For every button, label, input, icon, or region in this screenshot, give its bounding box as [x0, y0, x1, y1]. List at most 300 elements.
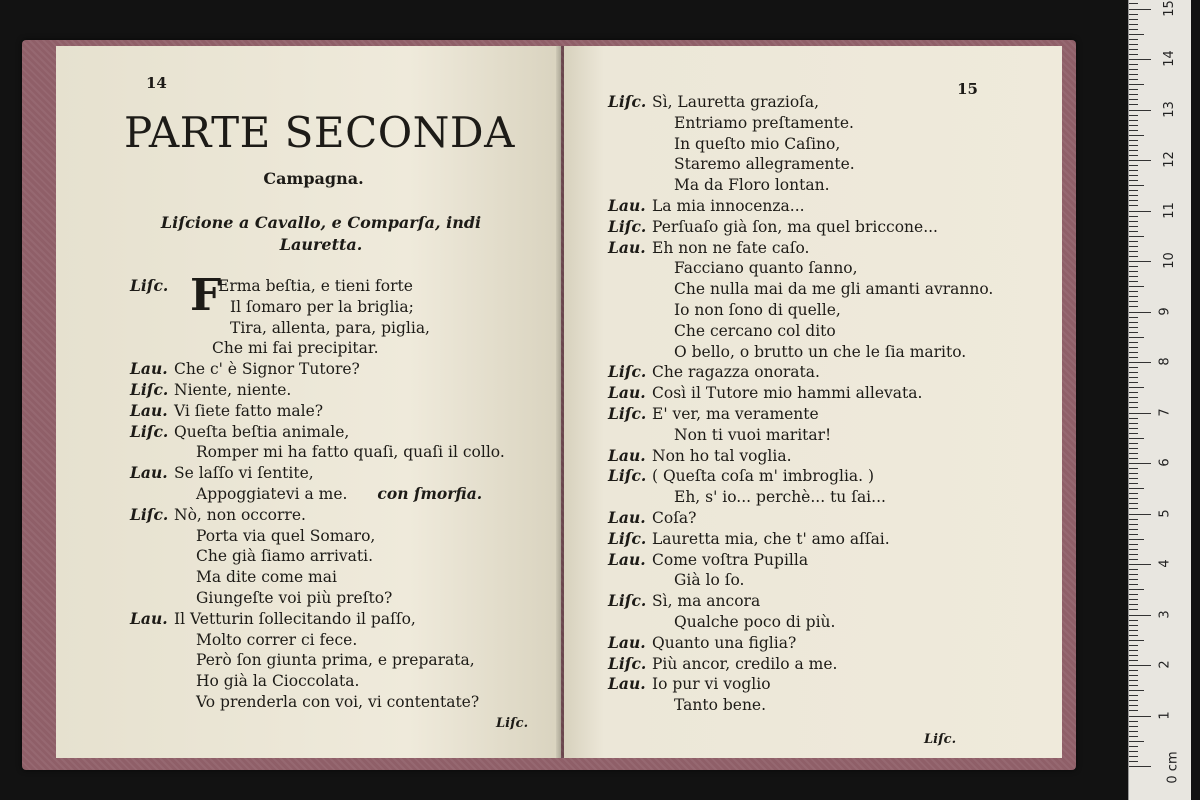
ruler-tick: [1129, 478, 1138, 479]
ruler-label: 14: [1161, 50, 1177, 67]
ruler-tick: [1129, 74, 1138, 75]
ruler-tick: [1129, 721, 1138, 722]
verse-line: [608, 217, 1048, 238]
line-text: La mia innocenza...: [652, 196, 805, 215]
ruler-tick: [1129, 402, 1138, 403]
ruler-tick: [1129, 660, 1138, 661]
line-text: Facciano quanto ſanno,: [674, 259, 858, 278]
ruler-label: 5: [1157, 508, 1173, 518]
speaker-label: Liſc.: [608, 528, 647, 548]
ruler-tick: [1129, 539, 1144, 540]
ruler-tick: [1129, 630, 1138, 631]
ruler-tick: [1129, 362, 1151, 363]
speaker-label: Lau.: [608, 549, 646, 569]
speaker-label: Liſc.: [608, 466, 647, 486]
verse-line: [130, 380, 550, 401]
ruler-tick: [1129, 291, 1138, 292]
ruler-label: 8: [1157, 357, 1173, 366]
ruler-tick: [1129, 89, 1138, 90]
stage-direction-line: Liſcione a Cavallo, e Comparſa, indi: [160, 213, 482, 232]
ruler-tick: [1129, 695, 1138, 696]
ruler-tick: [1129, 125, 1138, 126]
speaker-label: Lau.: [608, 383, 646, 403]
ruler-label: 15: [1161, 0, 1177, 17]
line-text: Se laſſo vi ſentite,: [174, 464, 314, 483]
line-text: Che ragazza onorata.: [652, 363, 820, 382]
ruler-tick: [1129, 99, 1138, 100]
ruler-unit-label: 0 cm: [1165, 751, 1181, 784]
ruler-tick: [1129, 680, 1138, 681]
ruler-tick: [1129, 544, 1138, 545]
line-text: Come voſtra Pupilla: [652, 550, 809, 569]
verse-line: [608, 92, 1048, 113]
ruler-tick: [1129, 130, 1138, 131]
verse-line: [608, 695, 1048, 716]
ruler-tick: [1129, 110, 1151, 111]
ruler-tick: [1129, 463, 1151, 464]
ruler-tick: [1129, 397, 1138, 398]
ruler-tick: [1129, 751, 1138, 752]
verse-line: [130, 671, 550, 692]
ruler-tick: [1129, 685, 1138, 686]
ruler-tick: [1129, 34, 1144, 35]
ruler-tick: [1129, 44, 1138, 45]
verse-line: [608, 362, 1048, 383]
ruler-tick: [1129, 519, 1138, 520]
ruler-tick: [1129, 115, 1138, 116]
verse-line: [130, 630, 550, 651]
ruler-tick: [1129, 296, 1138, 297]
line-text: Non ti vuoi maritar!: [674, 425, 832, 444]
ruler-tick: [1129, 180, 1138, 181]
speaker-label: Lau.: [608, 237, 646, 257]
ruler-tick: [1129, 29, 1138, 30]
line-text: Appoggiatevi a me.: [196, 484, 348, 503]
verse-line: [608, 591, 1048, 612]
right-verse-lines: [608, 92, 1048, 716]
ruler-label: 13: [1161, 100, 1177, 118]
ruler-tick: [1129, 372, 1138, 373]
ruler-tick: [1129, 746, 1138, 747]
verse-line: [608, 134, 1048, 155]
ruler-tick: [1129, 579, 1138, 580]
right-page: [564, 46, 1062, 758]
ruler-tick: [1129, 317, 1138, 318]
ruler-tick: [1129, 443, 1138, 444]
verse-line: [608, 550, 1048, 571]
verse-line: [130, 505, 550, 526]
ruler-tick: [1129, 266, 1138, 267]
ruler-label: 2: [1157, 660, 1173, 669]
speaker-label: Liſc.: [608, 403, 647, 423]
left-page: [56, 46, 561, 758]
line-text: Erma beſtia, e tieni forte: [218, 277, 413, 295]
drop-cap: F: [190, 270, 222, 321]
line-text: Che già ſiamo arrivati.: [196, 547, 374, 566]
ruler-tick: [1129, 670, 1138, 671]
line-text: Coſa?: [652, 508, 697, 527]
ruler-tick: [1129, 761, 1138, 762]
ruler-tick: [1129, 200, 1138, 201]
verse-line: [608, 487, 1048, 508]
ruler-tick: [1129, 716, 1151, 717]
stage-direction: [96, 212, 546, 256]
ruler-tick: [1129, 554, 1138, 555]
ruler-tick: [1129, 195, 1138, 196]
ruler-tick: [1129, 49, 1138, 50]
ruler-tick: [1129, 665, 1151, 666]
ruler-tick: [1129, 301, 1138, 302]
line-text: E' ver, ma veramente: [652, 404, 819, 423]
line-text: Il ſomaro per la briglia;: [230, 297, 414, 316]
ruler-tick: [1129, 246, 1138, 247]
verse-line: [608, 633, 1048, 654]
ruler-tick: [1129, 458, 1138, 459]
ruler-tick: [1129, 655, 1138, 656]
left-catchword: Liſc.: [496, 716, 529, 731]
ruler-tick: [1129, 342, 1138, 343]
line-text: Non ho tal voglia.: [652, 446, 792, 465]
line-text: Ma dite come mai: [196, 568, 337, 587]
ruler-tick: [1129, 736, 1138, 737]
ruler-tick: [1129, 599, 1138, 600]
line-text: Romper mi ha fatto quaſi, quaſi il collo.: [196, 443, 505, 462]
ruler-tick: [1129, 574, 1138, 575]
ruler-tick: [1129, 286, 1144, 287]
ruler-tick: [1129, 327, 1138, 328]
line-text: Nò, non occorre.: [174, 505, 306, 524]
ruler-tick: [1129, 216, 1138, 217]
ruler-tick: [1129, 69, 1138, 70]
ruler-tick: [1129, 549, 1138, 550]
speaker-label: Liſc.: [608, 362, 647, 382]
line-text: Porta via quel Somaro,: [196, 526, 376, 545]
line-text: Il Vetturin ſollecitando il paſſo,: [174, 609, 416, 628]
ruler-tick: [1129, 766, 1151, 767]
ruler-tick: [1129, 433, 1138, 434]
ruler-tick: [1129, 205, 1138, 206]
verse-line: [130, 359, 550, 380]
ruler-tick: [1129, 741, 1144, 742]
stage-direction-inline: con ſmorfia.: [377, 483, 483, 503]
ruler-tick: [1129, 155, 1138, 156]
verse-line: [608, 113, 1048, 134]
line-text: Io non ſono di quelle,: [674, 300, 841, 319]
ruler-tick: [1129, 493, 1138, 494]
verse-line: [608, 570, 1048, 591]
ruler-tick: [1129, 190, 1138, 191]
scene-subtitle: Campagna.: [263, 169, 364, 188]
ruler-tick: [1129, 382, 1138, 383]
ruler-tick: [1129, 94, 1138, 95]
ruler-tick: [1129, 488, 1144, 489]
line-text: Che cercano col dito: [674, 321, 836, 340]
ruler-tick: [1129, 387, 1144, 388]
verse-line: [608, 612, 1048, 633]
verse-line: [130, 650, 550, 671]
ruler-tick: [1129, 498, 1138, 499]
ruler-tick: [1129, 700, 1138, 701]
ruler-tick: [1129, 448, 1138, 449]
ruler-tick: [1129, 322, 1138, 323]
ruler-tick: [1129, 710, 1138, 711]
ruler-tick: [1129, 589, 1144, 590]
ruler-tick: [1129, 392, 1138, 393]
ruler-tick: [1129, 281, 1138, 282]
ruler-tick: [1129, 59, 1151, 60]
ruler-tick: [1129, 357, 1138, 358]
ruler-tick: [1129, 84, 1144, 85]
verse-line: [608, 258, 1048, 279]
line-text: Più ancor, credilo a me.: [652, 654, 838, 673]
ruler-tick: [1129, 251, 1138, 252]
ruler-tick: [1129, 731, 1138, 732]
ruler-tick: [1129, 347, 1138, 348]
line-text: Che nulla mai da me gli amanti avranno.: [674, 280, 994, 299]
ruler-tick: [1129, 645, 1138, 646]
page-title: PARTE SECONDA: [124, 108, 515, 157]
ruler-label: 7: [1157, 407, 1173, 417]
ruler-tick: [1129, 332, 1138, 333]
line-text: Entriamo preſtamente.: [674, 113, 854, 132]
ruler-tick: [1129, 160, 1151, 161]
verse-line: [130, 567, 550, 588]
line-text: Tira, allenta, para, piglia,: [230, 318, 430, 337]
ruler-tick: [1129, 104, 1138, 105]
ruler-tick: [1129, 337, 1144, 338]
ruler-tick: [1129, 14, 1138, 15]
ruler-tick: [1129, 170, 1138, 171]
ruler-tick: [1129, 221, 1138, 222]
ruler-tick: [1129, 569, 1138, 570]
ruler-tick: [1129, 473, 1138, 474]
line-text: Eh non ne fate caſo.: [652, 238, 810, 257]
verse-line: [608, 321, 1048, 342]
ruler-tick: [1129, 120, 1138, 121]
verse-line: [130, 526, 550, 547]
ruler-tick: [1129, 564, 1151, 565]
speaker-label: Lau.: [130, 359, 168, 379]
ruler-tick: [1129, 150, 1138, 151]
ruler-tick: [1129, 524, 1138, 525]
line-text: Molto correr ci fece.: [196, 630, 358, 649]
measuring-ruler: [1128, 0, 1191, 800]
verse-line: [130, 463, 550, 484]
verse-line: [130, 588, 550, 609]
ruler-tick: [1129, 559, 1138, 560]
ruler-tick: [1129, 236, 1144, 237]
speaker-label: Liſc.: [608, 653, 647, 673]
verse-line: [608, 674, 1048, 695]
ruler-tick: [1129, 508, 1138, 509]
ruler-tick: [1129, 241, 1138, 242]
line-text: Che c' è Signor Tutore?: [174, 360, 360, 379]
line-text: Sì, Lauretta grazioſa,: [652, 93, 820, 111]
line-text: Vi ſiete fatto male?: [174, 401, 324, 420]
ruler-tick: [1129, 584, 1138, 585]
ruler-tick: [1129, 211, 1151, 212]
verse-line: [608, 342, 1048, 363]
ruler-tick: [1129, 468, 1138, 469]
verse-line: [608, 238, 1048, 259]
line-text: In queſto mio Caſino,: [674, 134, 841, 153]
ruler-label: 4: [1157, 559, 1173, 568]
ruler-tick: [1129, 594, 1138, 595]
ruler-tick: [1129, 756, 1138, 757]
line-text: Vo prenderla con voi, vi contentate?: [196, 692, 480, 711]
ruler-tick: [1129, 428, 1138, 429]
line-text: Sì, ma ancora: [652, 592, 761, 611]
ruler-tick: [1129, 483, 1138, 484]
verse-line: [608, 404, 1048, 425]
verse-line: [130, 297, 550, 318]
ruler-tick: [1129, 140, 1138, 141]
left-page-number: 14: [146, 74, 167, 92]
verse-line: [608, 154, 1048, 175]
line-text: Niente, niente.: [174, 380, 292, 399]
ruler-tick: [1129, 534, 1138, 535]
verse-line: [608, 279, 1048, 300]
verse-line: [608, 466, 1048, 487]
verse-line: [608, 508, 1048, 529]
speaker-label: Liſc.: [608, 216, 647, 236]
ruler-tick: [1129, 24, 1138, 25]
ruler-tick: [1129, 514, 1151, 515]
line-text: Tanto bene.: [674, 696, 767, 715]
line-text: Così il Tutore mio hammi allevata.: [652, 384, 923, 403]
verse-line: [130, 546, 550, 567]
ruler-tick: [1129, 418, 1138, 419]
ruler-label: 12: [1161, 151, 1177, 168]
verse-line: [130, 442, 550, 463]
ruler-tick: [1129, 185, 1144, 186]
speaker-label: Lau.: [608, 674, 646, 694]
right-page-number: 15: [957, 80, 978, 98]
right-catchword: Liſc.: [924, 732, 957, 747]
line-text: Però ſon giunta prima, e preparata,: [196, 651, 475, 670]
ruler-tick: [1129, 54, 1138, 55]
ruler-tick: [1129, 650, 1138, 651]
verse-line: [608, 446, 1048, 467]
line-text: Queſta beſtia animale,: [174, 422, 350, 441]
line-text: Giungeſte voi più preſto?: [196, 588, 393, 607]
ruler-tick: [1129, 635, 1138, 636]
ruler-label: 1: [1157, 710, 1173, 720]
verse-line: [130, 401, 550, 422]
verse-line: [608, 654, 1048, 675]
speaker-label: Liſc.: [608, 591, 647, 611]
speaker-label: Lau.: [608, 445, 646, 465]
line-text: Qualche poco di più.: [674, 612, 836, 631]
speaker-label: Lau.: [130, 608, 168, 628]
ruler-label: 6: [1157, 458, 1173, 467]
verse-line: [130, 318, 550, 339]
line-text: Che mi fai precipitar.: [212, 339, 379, 358]
speaker-label: Lau.: [608, 507, 646, 527]
verse-line: [130, 338, 550, 359]
line-text: Io pur vi voglio: [652, 675, 771, 694]
line-text: O bello, o brutto un che le ſia marito.: [674, 342, 967, 361]
verse-line: [608, 300, 1048, 321]
verse-line: [608, 175, 1048, 196]
ruler-tick: [1129, 438, 1144, 439]
line-text: Ho già la Cioccolata.: [196, 672, 360, 691]
ruler-label: 10: [1161, 252, 1177, 269]
verse-line: [130, 422, 550, 443]
ruler-tick: [1129, 165, 1138, 166]
ruler-tick: [1129, 604, 1138, 605]
speaker-label: Liſc.: [130, 276, 169, 295]
ruler-tick: [1129, 609, 1138, 610]
ruler-tick: [1129, 145, 1138, 146]
ruler-tick: [1129, 135, 1144, 136]
speaker-label: Liſc.: [130, 421, 169, 441]
ruler-tick: [1129, 175, 1138, 176]
verse-line: [130, 692, 550, 713]
ruler-tick: [1129, 64, 1138, 65]
ruler-tick: [1129, 705, 1138, 706]
speaker-label: Liſc.: [130, 379, 169, 399]
speaker-label: Lau.: [608, 195, 646, 215]
ruler-tick: [1129, 226, 1138, 227]
verse-line: [130, 484, 550, 505]
speaker-label: Lau.: [130, 463, 168, 483]
ruler-tick: [1129, 312, 1151, 313]
line-text: ( Queſta coſa m' imbroglia. ): [652, 467, 875, 486]
left-verse-lines: [130, 270, 550, 713]
verse-line: [608, 196, 1048, 217]
ruler-tick: [1129, 39, 1138, 40]
line-text: Già lo ſo.: [674, 571, 745, 590]
speaker-label: Liſc.: [130, 504, 169, 524]
speaker-label: Liſc.: [608, 92, 647, 111]
verse-line: [130, 609, 550, 630]
ruler-tick: [1129, 19, 1138, 20]
ruler-tick: [1129, 413, 1151, 414]
verse-line: [608, 383, 1048, 404]
ruler-tick: [1129, 271, 1138, 272]
verse-line: [608, 425, 1048, 446]
ruler-tick: [1129, 256, 1138, 257]
ruler-tick: [1129, 3, 1138, 4]
ruler-label: 11: [1161, 201, 1177, 219]
speaker-label: Lau.: [130, 400, 168, 420]
ruler-tick: [1129, 79, 1138, 80]
line-text: Staremo allegramente.: [674, 155, 855, 174]
ruler-tick: [1129, 9, 1151, 10]
line-text: Quanto una figlia?: [652, 633, 797, 652]
speaker-label: Lau.: [608, 632, 646, 652]
ruler-tick: [1129, 529, 1138, 530]
ruler-tick: [1129, 407, 1138, 408]
ruler-tick: [1129, 726, 1138, 727]
ruler-tick: [1129, 367, 1138, 368]
ruler-tick: [1129, 503, 1138, 504]
ruler-tick: [1129, 620, 1138, 621]
ruler-tick: [1129, 453, 1138, 454]
ruler-tick: [1129, 625, 1138, 626]
ruler-tick: [1129, 675, 1138, 676]
ruler-tick: [1129, 306, 1138, 307]
ruler-tick: [1129, 261, 1151, 262]
ruler-tick: [1129, 231, 1138, 232]
ruler-tick: [1129, 690, 1144, 691]
ruler-tick: [1129, 352, 1138, 353]
line-text: Eh, s' io... perchè... tu ſai...: [674, 488, 886, 507]
ruler-label: 9: [1157, 306, 1173, 316]
ruler-tick: [1129, 423, 1138, 424]
line-text: Lauretta mia, che t' amo aſſai.: [652, 529, 890, 548]
